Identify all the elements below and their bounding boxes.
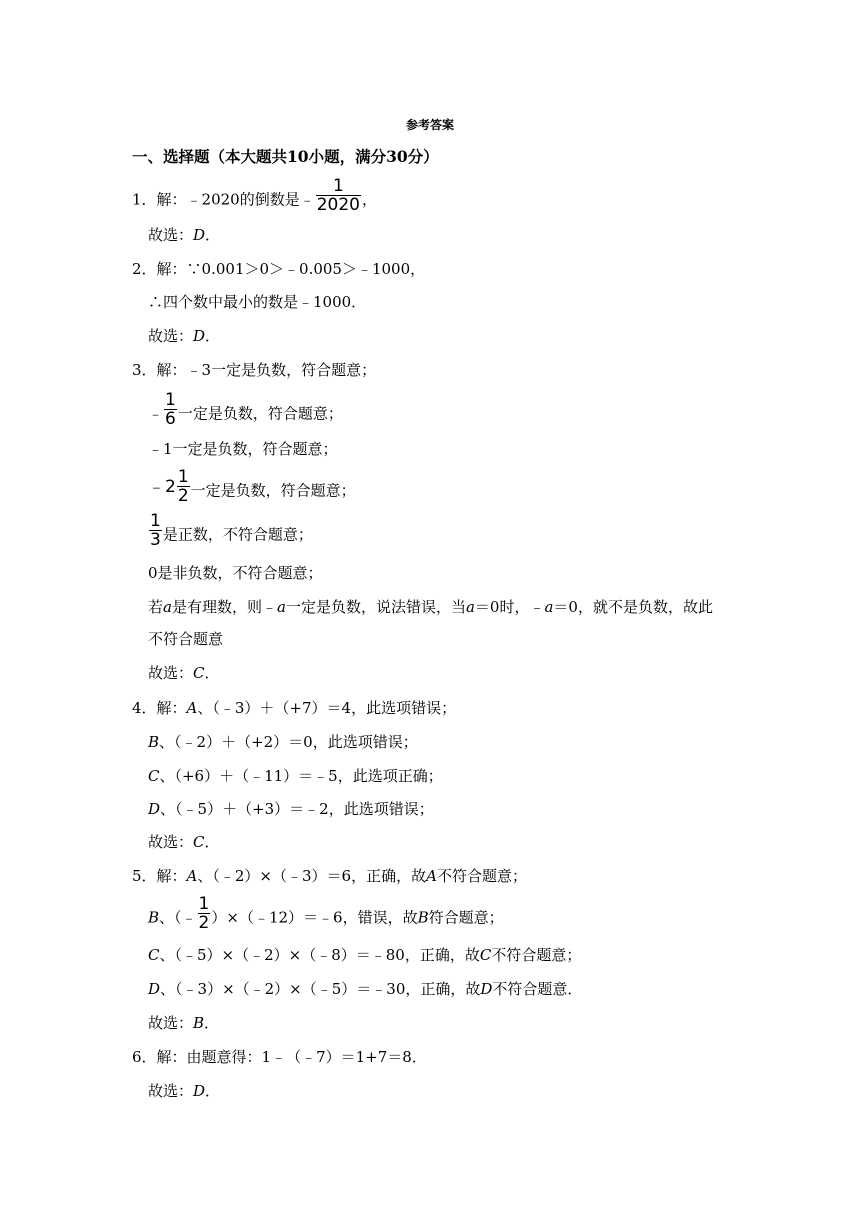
mixed-number-whole: ﹣2 bbox=[148, 476, 176, 497]
q3-line-5 bbox=[148, 511, 313, 550]
q3-line-2 bbox=[148, 390, 343, 429]
variable-a: a bbox=[276, 598, 286, 616]
option-letter: B bbox=[148, 908, 160, 927]
q5-line-2-end: 符合题意； bbox=[428, 908, 504, 927]
option-letter: A bbox=[186, 699, 198, 717]
option-letter: C bbox=[148, 946, 160, 964]
q4-line-2 bbox=[148, 732, 418, 752]
fraction-numerator: 1 bbox=[316, 177, 361, 196]
q3-line-6: 0是非负数，不符合题意； bbox=[148, 564, 323, 582]
answer-prefix: 故选： bbox=[148, 327, 194, 345]
fraction bbox=[198, 895, 211, 932]
answer-prefix: 故选： bbox=[148, 1014, 194, 1032]
q4-line-1 bbox=[132, 698, 456, 718]
answer-choice: D bbox=[193, 1082, 206, 1100]
variable-a: a bbox=[465, 598, 475, 616]
q5-answer bbox=[148, 1013, 219, 1033]
answer-choice: D bbox=[193, 327, 206, 345]
q5-line-3-end: 不符合题意； bbox=[491, 946, 582, 964]
answer-choice: D bbox=[193, 226, 206, 244]
answer-prefix: 故选： bbox=[148, 833, 194, 851]
q5-label: 5．解： bbox=[132, 867, 187, 885]
q4-line-3-text: 、（+6）＋（﹣11）＝﹣5，此选项正确； bbox=[159, 767, 443, 785]
fraction-numerator: 1 bbox=[165, 390, 176, 410]
q4-line-4-text: 、（﹣5）＋（+3）＝﹣2，此选项错误； bbox=[160, 800, 434, 818]
option-letter: B bbox=[148, 733, 160, 751]
fraction-denominator: 3 bbox=[150, 530, 161, 550]
q3-l7-d: ＝0时，﹣ bbox=[474, 598, 545, 616]
q3-line-7 bbox=[148, 597, 713, 617]
q5-line-1 bbox=[132, 866, 527, 886]
q5-line-4-end: 不符合题意． bbox=[492, 980, 583, 998]
q5-line-4 bbox=[148, 979, 582, 999]
q5-line-2-a: 、（﹣ bbox=[159, 908, 197, 927]
q3-line-3: ﹣1一定是负数，符合题意； bbox=[148, 440, 338, 458]
answer-end: ． bbox=[204, 833, 220, 851]
q5-line-1-text: 、（﹣2）×（﹣3）＝6，正确，故 bbox=[197, 867, 427, 885]
q2-answer bbox=[148, 326, 220, 346]
option-letter: B bbox=[417, 908, 429, 927]
q3-l7-a: 若 bbox=[148, 598, 164, 616]
section-heading: 一、选择题（本大题共10小题，满分30分） bbox=[132, 147, 439, 166]
fraction bbox=[177, 468, 190, 505]
fraction-numerator: 1 bbox=[198, 894, 210, 914]
q1-text-end: ， bbox=[361, 190, 377, 209]
fraction-denominator: 2 bbox=[177, 486, 189, 506]
option-letter: A bbox=[186, 867, 198, 885]
fraction-denominator: 2 bbox=[198, 913, 210, 933]
option-letter: D bbox=[148, 980, 161, 998]
q4-line-4 bbox=[148, 799, 434, 819]
q2-line-1: 2．解：∵0.001＞0＞﹣0.005＞﹣1000， bbox=[132, 260, 426, 278]
q1-line-1 bbox=[132, 176, 377, 215]
sign: ﹣ bbox=[148, 404, 164, 423]
variable-a: a bbox=[163, 598, 172, 616]
option-letter: D bbox=[148, 800, 161, 818]
fraction bbox=[164, 391, 177, 428]
q3-l7-c: 一定是负数，说法错误，当 bbox=[285, 598, 466, 616]
fraction bbox=[316, 177, 361, 214]
answer-prefix: 故选： bbox=[148, 226, 194, 244]
answer-choice: C bbox=[193, 664, 205, 682]
q3-line-5-text: 是正数，不符合题意； bbox=[162, 525, 313, 544]
q4-line-1-text: 、（﹣3）＋（+7）＝4，此选项错误； bbox=[197, 699, 457, 717]
page-title: 参考答案 bbox=[405, 118, 454, 132]
option-letter: C bbox=[148, 767, 160, 785]
option-letter: C bbox=[479, 946, 492, 964]
answer-choice: C bbox=[193, 833, 205, 851]
answer-choice: B bbox=[193, 1014, 205, 1032]
fraction-numerator: 1 bbox=[177, 467, 189, 487]
q1-text: 1．解：﹣2020的倒数是﹣ bbox=[132, 190, 315, 209]
q5-line-2-b: ）×（﹣12）＝﹣6，错误，故 bbox=[211, 908, 418, 927]
q4-label: 4．解： bbox=[132, 699, 187, 717]
q4-answer bbox=[148, 832, 220, 852]
q3-line-1: 3．解：﹣3一定是负数，符合题意； bbox=[132, 361, 377, 379]
q5-line-4-text: 、（﹣3）×（﹣2）×（﹣5）＝﹣30，正确，故 bbox=[160, 980, 481, 998]
answer-end: ． bbox=[205, 1082, 221, 1100]
q1-answer bbox=[148, 225, 220, 245]
answer-prefix: 故选： bbox=[148, 664, 194, 682]
q6-answer bbox=[148, 1081, 220, 1101]
q4-line-3 bbox=[148, 766, 443, 786]
answer-end: ． bbox=[204, 1014, 220, 1032]
q3-line-4-text: 一定是负数，符合题意； bbox=[190, 481, 356, 500]
answer-end: ． bbox=[205, 327, 221, 345]
option-letter: A bbox=[426, 867, 437, 885]
q6-line-1: 6．解：由题意得：1﹣（﹣7）＝1+7＝8． bbox=[132, 1048, 427, 1066]
q4-line-2-text: 、（﹣2）＋（+2）＝0，此选项错误； bbox=[159, 733, 418, 751]
q5-line-1-end: 不符合题意； bbox=[436, 867, 527, 885]
q5-line-3 bbox=[148, 945, 581, 965]
answer-end: ． bbox=[204, 664, 220, 682]
q3-line-4 bbox=[148, 467, 356, 506]
fraction bbox=[149, 512, 162, 549]
option-letter: D bbox=[480, 980, 493, 998]
fraction-denominator: 6 bbox=[165, 409, 176, 429]
q3-l7-e: ＝0，就不是负数，故此 bbox=[553, 598, 713, 616]
q5-line-2 bbox=[148, 894, 504, 933]
q3-answer bbox=[148, 663, 220, 683]
answer-prefix: 故选： bbox=[148, 1082, 194, 1100]
variable-a: a bbox=[544, 598, 554, 616]
q3-line-2-text: 一定是负数，符合题意； bbox=[177, 404, 343, 423]
answer-end: ． bbox=[205, 226, 221, 244]
fraction-numerator: 1 bbox=[150, 511, 161, 531]
q5-line-3-text: 、（﹣5）×（﹣2）×（﹣8）＝﹣80，正确，故 bbox=[159, 946, 480, 964]
q3-l7-b: 是有理数，则﹣ bbox=[171, 598, 277, 616]
q3-line-8: 不符合题意 bbox=[148, 630, 224, 648]
q2-line-2: ∴四个数中最小的数是﹣1000． bbox=[148, 293, 367, 311]
fraction-denominator: 2020 bbox=[316, 195, 360, 215]
